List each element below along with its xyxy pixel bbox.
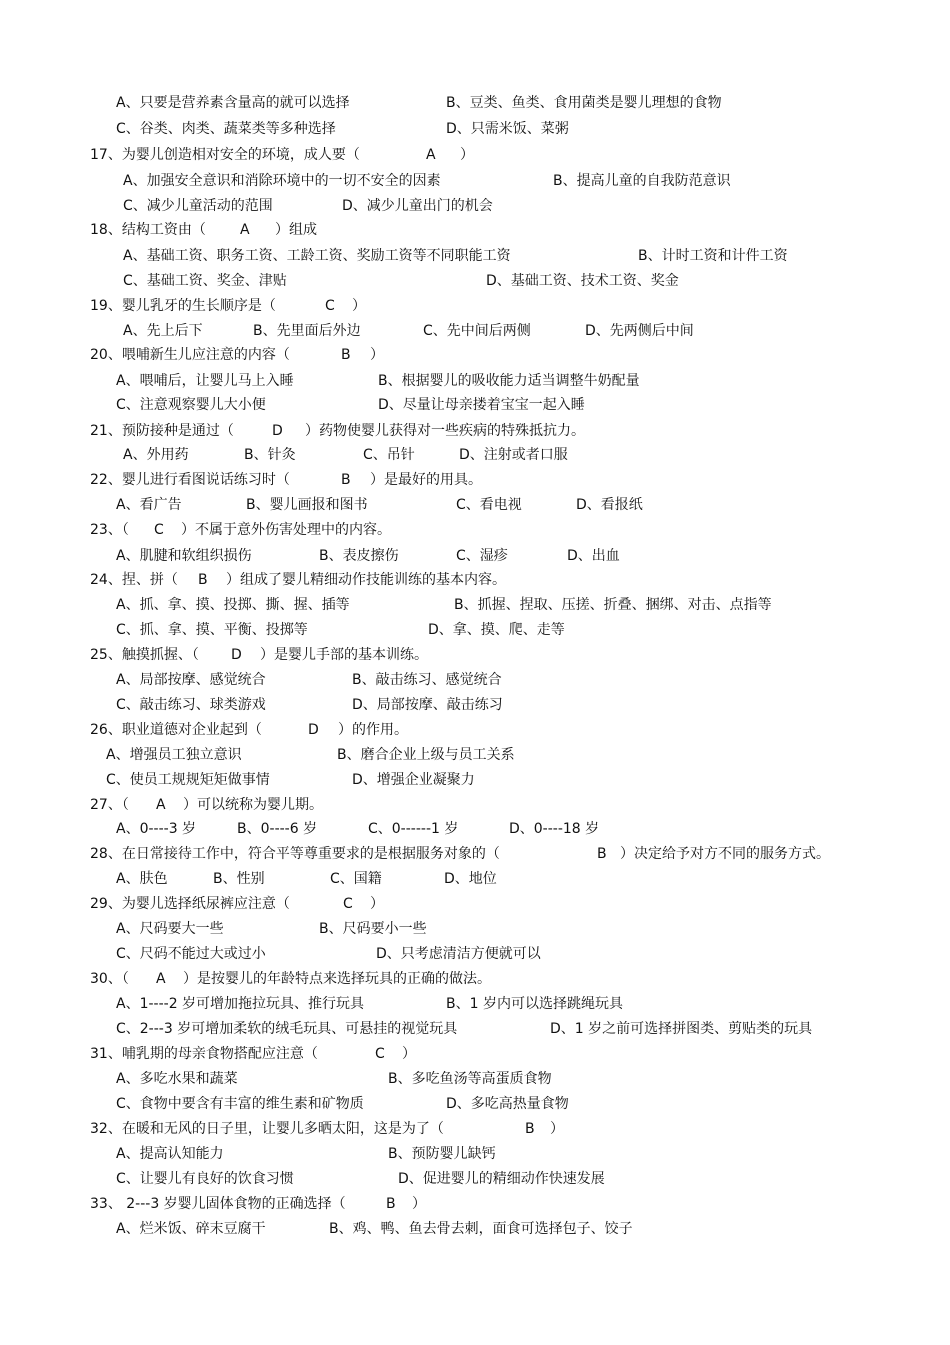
text-line-43-seg-0: C、让婴儿有良好的饮食习惯: [116, 1171, 294, 1187]
text-line-0-seg-1: B、豆类、鱼类、食用菌类是婴儿理想的食物: [446, 95, 722, 111]
text-line-20-seg-1: B、抓握、捏取、压搓、折叠、捆绑、对击、点指等: [454, 597, 772, 613]
text-line-7-seg-0: C、基础工资、奖金、津贴: [123, 273, 287, 289]
text-line-22-seg-1: D: [231, 647, 242, 663]
text-line-9-seg-1: B、先里面后外边: [253, 323, 361, 339]
text-line-29-seg-1: B、0----6 岁: [237, 821, 318, 837]
text-line-28-seg-1: A: [156, 797, 166, 813]
text-line-12-seg-0: C、注意观察婴儿大小便: [116, 397, 266, 413]
text-line-41-seg-0: 32、在暖和无风的日子里，让婴儿多晒太阳，这是为了（: [90, 1121, 444, 1137]
text-line-31-seg-3: D、地位: [444, 871, 497, 887]
text-line-14-seg-1: B、针灸: [244, 447, 296, 463]
text-line-26-seg-1: B、磨合企业上级与员工关系: [337, 747, 515, 763]
text-line-3-seg-0: A、加强安全意识和消除环境中的一切不安全的因素: [123, 173, 441, 189]
text-line-28-seg-0: 27、（: [90, 797, 129, 813]
text-line-38-seg-2: ）: [402, 1046, 416, 1062]
text-line-30-seg-0: 28、在日常接待工作中，符合平等尊重要求的是根据服务对象的（: [90, 846, 500, 862]
text-line-8-seg-1: C: [325, 298, 335, 314]
text-line-34-seg-1: D、只考虑清洁方便就可以: [376, 946, 541, 962]
text-line-36-seg-1: B、1 岁内可以选择跳绳玩具: [446, 996, 623, 1012]
text-line-32-seg-1: C: [343, 896, 353, 912]
text-line-45-seg-0: A、烂米饭、碎末豆腐干: [116, 1221, 266, 1237]
text-line-1-seg-1: D、只需米饭、菜粥: [446, 121, 569, 137]
text-line-45-seg-1: B、鸡、鸭、鱼去骨去刺，面食可选择包子、饺子: [329, 1221, 633, 1237]
text-line-19-seg-1: B: [198, 572, 208, 588]
text-line-26-seg-0: A、增强员工独立意识: [106, 747, 242, 763]
text-line-25-seg-2: ）的作用。: [338, 722, 408, 738]
text-line-31-seg-1: B、性别: [213, 871, 265, 887]
text-line-10-seg-2: ）: [370, 347, 384, 363]
text-line-41-seg-1: B: [525, 1121, 535, 1137]
text-line-38-seg-1: C: [375, 1046, 385, 1062]
text-line-25-seg-1: D: [308, 722, 319, 738]
text-line-23-seg-0: A、局部按摩、感觉统合: [116, 672, 266, 688]
text-line-0-seg-0: A、只要是营养素含量高的就可以选择: [116, 95, 350, 111]
text-line-41-seg-2: ）: [550, 1121, 564, 1137]
text-line-13-seg-2: ）药物使婴儿获得对一些疾病的特殊抵抗力。: [305, 423, 585, 439]
text-line-5-seg-0: 18、结构工资由（: [90, 222, 206, 238]
text-line-27-seg-0: C、使员工规规矩矩做事情: [106, 772, 270, 788]
text-line-34-seg-0: C、尺码不能过大或过小: [116, 946, 266, 962]
text-line-40-seg-0: C、食物中要含有丰富的维生素和矿物质: [116, 1096, 364, 1112]
text-line-22-seg-2: ）是婴儿手部的基本训练。: [260, 647, 428, 663]
text-line-37-seg-0: C、2---3 岁可增加柔软的绒毛玩具、可悬挂的视觉玩具: [116, 1021, 458, 1037]
text-line-7-seg-1: D、基础工资、技术工资、奖金: [486, 273, 679, 289]
text-line-2-seg-2: ）: [460, 147, 474, 163]
text-line-31-seg-2: C、国籍: [330, 871, 382, 887]
text-line-15-seg-1: B: [341, 472, 351, 488]
text-line-30-seg-1: B: [597, 846, 607, 862]
text-line-13-seg-1: D: [272, 423, 283, 439]
text-line-39-seg-0: A、多吃水果和蔬菜: [116, 1071, 238, 1087]
text-line-19-seg-2: ）组成了婴儿精细动作技能训练的基本内容。: [226, 572, 506, 588]
text-line-35-seg-2: ）是按婴儿的年龄特点来选择玩具的正确的做法。: [183, 971, 491, 987]
text-line-9-seg-2: C、先中间后两侧: [423, 323, 531, 339]
text-line-29-seg-2: C、0------1 岁: [368, 821, 459, 837]
text-line-18-seg-1: B、表皮擦伤: [319, 548, 399, 564]
text-line-14-seg-2: C、吊针: [363, 447, 415, 463]
text-line-14-seg-0: A、外用药: [123, 447, 189, 463]
text-line-2-seg-1: A: [426, 147, 436, 163]
text-line-18-seg-0: A、肌腱和软组织损伤: [116, 548, 252, 564]
text-line-6-seg-1: B、计时工资和计件工资: [638, 248, 788, 264]
text-line-44-seg-2: ）: [412, 1196, 426, 1212]
text-line-10-seg-0: 20、喂哺新生儿应注意的内容（: [90, 347, 290, 363]
text-line-1-seg-0: C、谷类、肉类、蔬菜类等多种选择: [116, 121, 336, 137]
text-line-33-seg-1: B、尺码要小一些: [319, 921, 427, 937]
text-line-44-seg-0: 33、 2---3 岁婴儿固体食物的正确选择（: [90, 1196, 346, 1212]
text-line-18-seg-3: D、出血: [567, 548, 620, 564]
text-line-4-seg-0: C、减少儿童活动的范围: [123, 198, 273, 214]
text-line-31-seg-0: A、肤色: [116, 871, 168, 887]
text-line-16-seg-1: B、婴儿画报和图书: [246, 497, 368, 513]
text-line-29-seg-0: A、0----3 岁: [116, 821, 197, 837]
text-line-27-seg-1: D、增强企业凝聚力: [352, 772, 475, 788]
text-line-23-seg-1: B、敲击练习、感觉统合: [352, 672, 502, 688]
text-line-29-seg-3: D、0----18 岁: [509, 821, 600, 837]
text-line-15-seg-0: 22、婴儿进行看图说话练习时（: [90, 472, 290, 488]
text-line-16-seg-0: A、看广告: [116, 497, 182, 513]
text-line-11-seg-0: A、喂哺后，让婴儿马上入睡: [116, 373, 294, 389]
text-line-4-seg-1: D、减少儿童出门的机会: [342, 198, 493, 214]
text-line-39-seg-1: B、多吃鱼汤等高蛋质食物: [388, 1071, 552, 1087]
text-line-17-seg-2: ）不属于意外伤害处理中的内容。: [181, 522, 391, 538]
text-line-28-seg-2: ）可以统称为婴儿期。: [183, 797, 323, 813]
text-line-5-seg-2: ）组成: [275, 222, 317, 238]
text-line-5-seg-1: A: [240, 222, 250, 238]
text-line-40-seg-1: D、多吃高热量食物: [446, 1096, 569, 1112]
text-line-32-seg-0: 29、为婴儿选择纸尿裤应注意（: [90, 896, 290, 912]
text-line-19-seg-0: 24、捏、拼（: [90, 572, 178, 588]
text-line-16-seg-3: D、看报纸: [576, 497, 643, 513]
text-line-24-seg-1: D、局部按摩、敲击练习: [352, 697, 503, 713]
text-line-18-seg-2: C、湿疹: [456, 548, 508, 564]
text-line-2-seg-0: 17、为婴儿创造相对安全的环境，成人要（: [90, 147, 360, 163]
text-line-32-seg-2: ）: [370, 896, 384, 912]
text-line-44-seg-1: B: [386, 1196, 396, 1212]
text-line-37-seg-1: D、1 岁之前可选择拼图类、剪贴类的玩具: [550, 1021, 813, 1037]
text-line-17-seg-1: C: [154, 522, 164, 538]
text-line-10-seg-1: B: [341, 347, 351, 363]
text-line-9-seg-3: D、先两侧后中间: [585, 323, 694, 339]
text-line-25-seg-0: 26、职业道德对企业起到（: [90, 722, 262, 738]
text-line-11-seg-1: B、根据婴儿的吸收能力适当调整牛奶配量: [378, 373, 640, 389]
text-line-43-seg-1: D、促进婴儿的精细动作快速发展: [398, 1171, 605, 1187]
text-line-42-seg-0: A、提高认知能力: [116, 1146, 224, 1162]
text-line-21-seg-1: D、拿、摸、爬、走等: [428, 622, 565, 638]
text-line-8-seg-2: ）: [352, 298, 366, 314]
text-line-38-seg-0: 31、哺乳期的母亲食物搭配应注意（: [90, 1046, 318, 1062]
text-line-3-seg-1: B、提高儿童的自我防范意识: [553, 173, 731, 189]
text-line-22-seg-0: 25、触摸抓握、（: [90, 647, 199, 663]
text-line-9-seg-0: A、先上后下: [123, 323, 203, 339]
text-line-35-seg-0: 30、（: [90, 971, 129, 987]
text-line-13-seg-0: 21、预防接种是通过（: [90, 423, 234, 439]
text-line-17-seg-0: 23、（: [90, 522, 129, 538]
text-line-15-seg-2: ）是最好的用具。: [370, 472, 482, 488]
text-line-42-seg-1: B、预防婴儿缺钙: [388, 1146, 496, 1162]
text-line-35-seg-1: A: [156, 971, 166, 987]
text-line-24-seg-0: C、敲击练习、球类游戏: [116, 697, 266, 713]
text-line-20-seg-0: A、抓、拿、摸、投掷、撕、握、插等: [116, 597, 350, 613]
text-line-6-seg-0: A、基础工资、职务工资、工龄工资、奖励工资等不同职能工资: [123, 248, 511, 264]
text-line-16-seg-2: C、看电视: [456, 497, 522, 513]
text-line-14-seg-3: D、注射或者口服: [459, 447, 568, 463]
text-line-8-seg-0: 19、婴儿乳牙的生长顺序是（: [90, 298, 276, 314]
text-line-12-seg-1: D、尽量让母亲搂着宝宝一起入睡: [378, 397, 585, 413]
text-line-21-seg-0: C、抓、拿、摸、平衡、投掷等: [116, 622, 308, 638]
text-line-33-seg-0: A、尺码要大一些: [116, 921, 224, 937]
text-line-30-seg-2: ）决定给予对方不同的服务方式。: [620, 846, 830, 862]
text-line-36-seg-0: A、1----2 岁可增加拖拉玩具、推行玩具: [116, 996, 365, 1012]
